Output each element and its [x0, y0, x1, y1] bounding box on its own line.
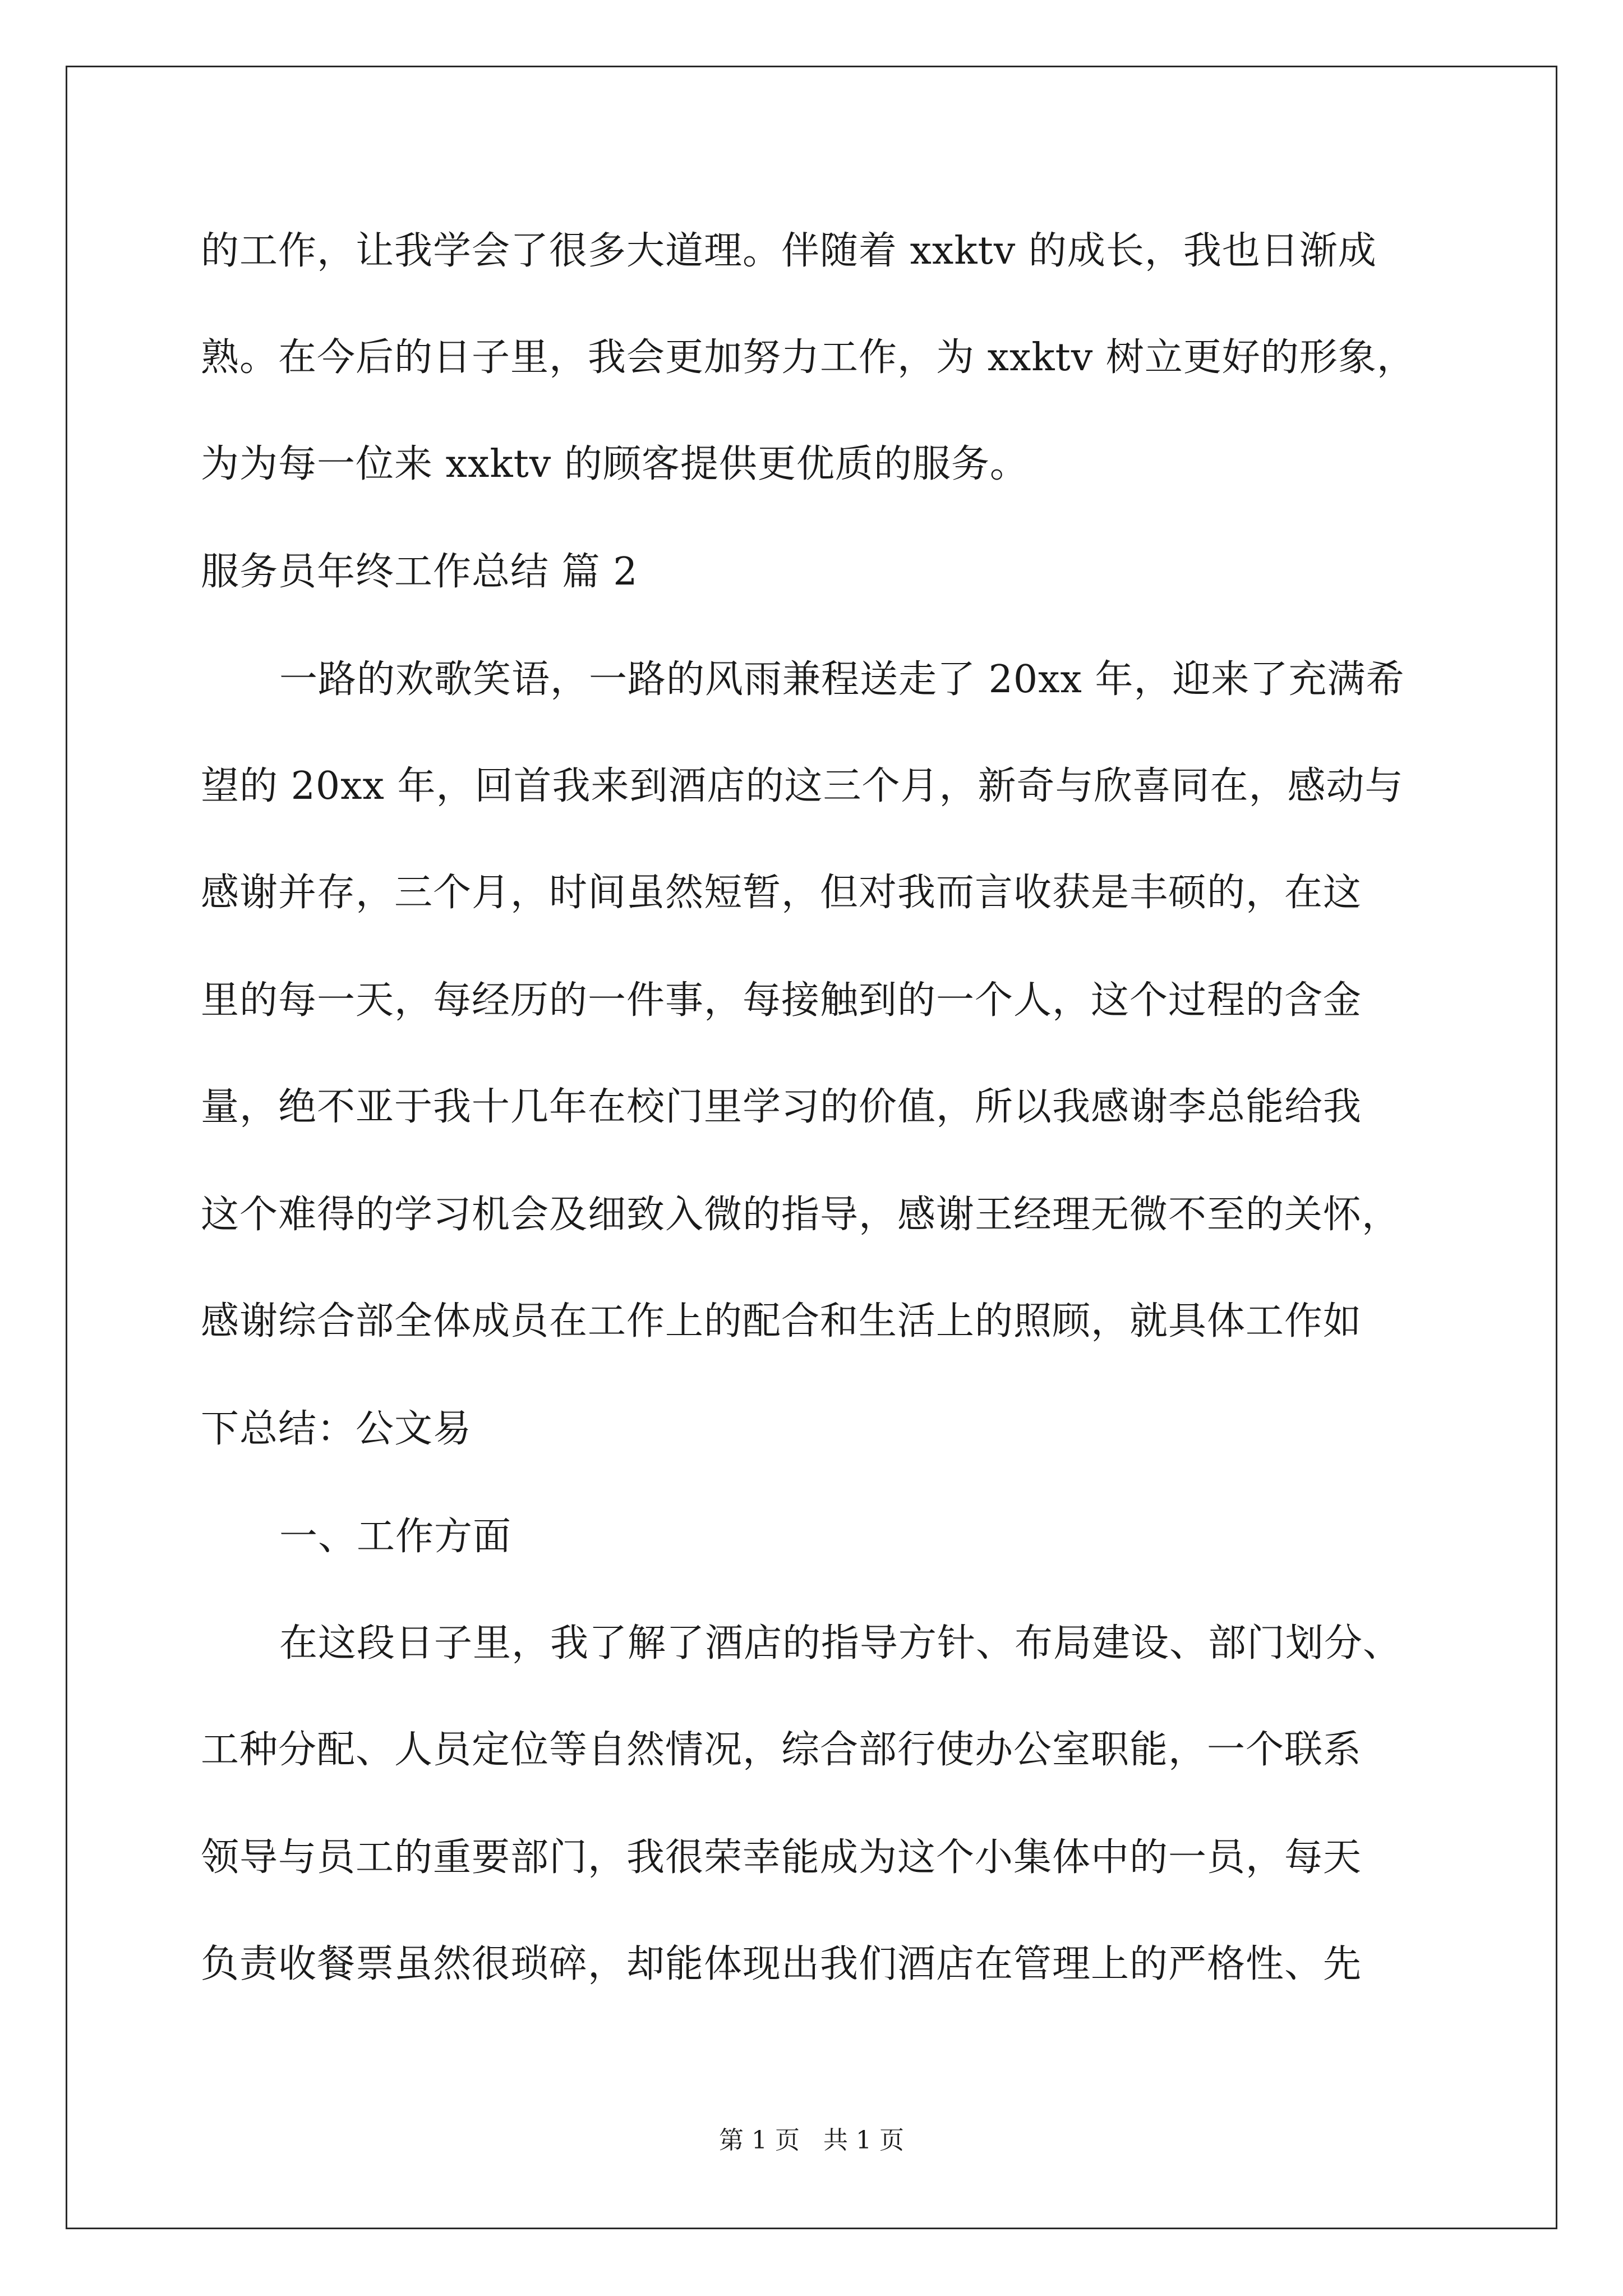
paragraph-line: 工种分配、人员定位等自然情况，综合部行使办公室职能，一个联系 — [201, 1728, 1362, 1772]
paragraph-line: 感谢并存，三个月，时间虽然短暂，但对我而言收获是丰硕的，在这 — [201, 871, 1362, 915]
page-frame — [66, 66, 1557, 2229]
paragraph-line: 负责收餐票虽然很琐碎，却能体现出我们酒店在管理上的严格性、先 — [201, 1942, 1362, 1986]
paragraph-line: 熟。在今后的日子里，我会更加努力工作，为 xxktv 树立更好的形象， — [201, 335, 1415, 380]
paragraph-line: 在这段日子里，我了解了酒店的指导方针、布局建设、部门划分、 — [279, 1621, 1402, 1665]
paragraph-line: 量，绝不亚于我十几年在校门里学习的价值，所以我感谢李总能给我 — [201, 1085, 1362, 1129]
paragraph-line: 为为每一位来 xxktv 的顾客提供更优质的服务。 — [201, 442, 1029, 486]
section-heading: 服务员年终工作总结 篇 2 — [201, 550, 638, 594]
paragraph-line: 望的 20xx 年，回首我来到酒店的这三个月，新奇与欣喜同在，感动与 — [201, 764, 1404, 808]
subsection-heading: 一、工作方面 — [279, 1515, 512, 1559]
paragraph-line: 领导与员工的重要部门，我很荣幸能成为这个小集体中的一员，每天 — [201, 1835, 1362, 1880]
page-footer: 第 1 页 共 1 页 — [719, 2126, 904, 2155]
paragraph-line: 的工作，让我学会了很多大道理。伴随着 xxktv 的成长，我也日渐成 — [201, 229, 1377, 273]
paragraph-line: 这个难得的学习机会及细致入微的指导，感谢王经理无微不至的关怀， — [201, 1193, 1401, 1237]
paragraph-line: 感谢综合部全体成员在工作上的配合和生活上的照顾，就具体工作如 — [201, 1299, 1362, 1343]
paragraph-line: 一路的欢歌笑语，一路的风雨兼程送走了 20xx 年，迎来了充满希 — [279, 657, 1405, 702]
paragraph-line: 下总结：公文易 — [201, 1407, 472, 1451]
paragraph-line: 里的每一天，每经历的一件事，每接触到的一个人，这个过程的含金 — [201, 978, 1362, 1023]
